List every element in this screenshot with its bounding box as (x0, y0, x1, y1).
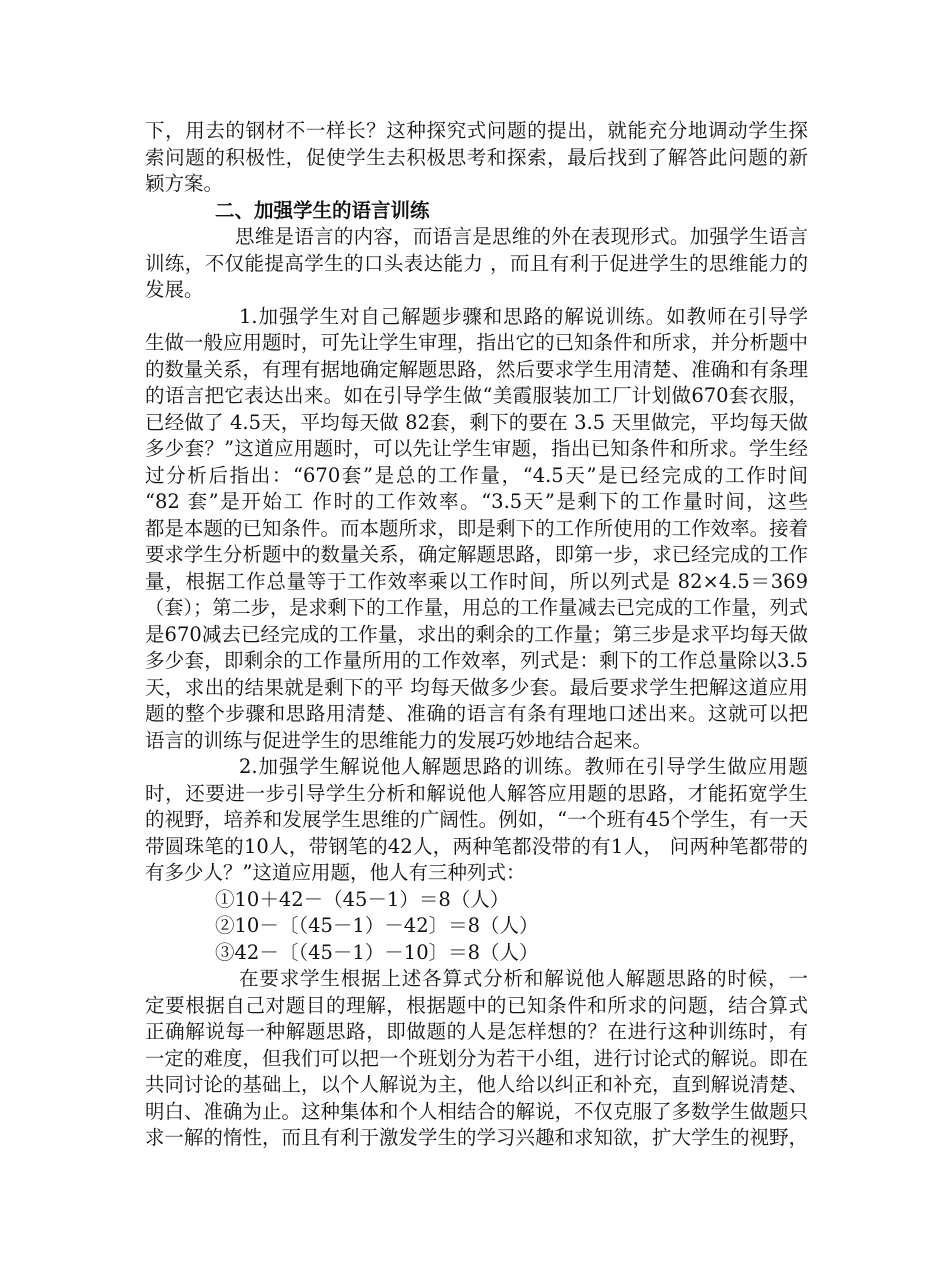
text-line: 1.加强学生对自己解题步骤和思路的解说训练。如教师在引导学 (239, 304, 808, 328)
text-line: 生做一般应用题时，可先让学生审理，指出它的已知条件和所求，并分析题中 (145, 331, 808, 354)
text-line: 题的整个步骤和思路用清楚、准确的语言有条有理地口述出来。这就可以把 (145, 702, 808, 725)
text-line: 在要求学生根据上述各算式分析和解说他人解题思路的时候，一 (239, 967, 808, 990)
text-line: “82 套”是开始工 作时的工作效率。“3.5天”是剩下的工作量时间，这些 (145, 490, 808, 513)
text-line: 定要根据自己对题目的理解，根据题中的已知条件和所求的问题，结合算式 (145, 993, 808, 1017)
text-line: 下，用去的钢材不一样长？这种探究式问题的提出，就能充分地调动学生探 (145, 119, 808, 142)
text-line: 量，根据工作总量等于工作效率乘以工作时间，所以列式是 82×4.5＝369 (145, 569, 808, 593)
text-line: 天，求出的结果就是剩下的平 均每天做多少套。最后要求学生把解这道应用 (145, 675, 808, 699)
text-line: （套）；第二步，是求剩下的工作量，用总的工作量减去已完成的工作量，列式 (145, 596, 808, 619)
text-line: 有多少人？”这道应用题，他人有三种列式： (145, 861, 526, 884)
text-line: 求一解的惰性，而且有利于激发学生的学习兴趣和求知欲，扩大学生的视野， (145, 1126, 808, 1149)
text-line: 共同讨论的基础上，以个人解说为主，他人给以纠正和补充，直到解说清楚、 (145, 1073, 808, 1096)
section-heading: 二、加强学生的语言训练 (215, 198, 430, 222)
text-line: 颖方案。 (145, 172, 224, 195)
document-page (145, 118, 808, 1152)
formula-line: ②10－〔（45－1）－42〕＝8（人） (215, 914, 539, 937)
text-line: 正确解说每一种解题思路，即做题的人是怎样想的？在进行这种训练时，有 (145, 1020, 808, 1043)
text-line: 2.加强学生解说他人解题思路的训练。教师在引导学生做应用题 (239, 755, 808, 778)
text-line: 过分析后指出：“670套”是总的工作量，“4.5天”是已经完成的工作时间 (145, 463, 808, 487)
text-line: 明白、准确为止。这种集体和个人相结合的解说，不仅克服了多数学生做题只 (145, 1099, 808, 1123)
formula-line: ③42－〔（45－1）－10〕＝8（人） (215, 940, 539, 964)
text-line: 索问题的积极性，促使学生去积极思考和探索，最后找到了解答此问题的新 (145, 145, 808, 169)
text-line: 时，还要进一步引导学生分析和解说他人解答应用题的思路，才能拓宽学生 (145, 781, 808, 805)
text-line: 是670减去已经完成的工作量，求出的剩余的工作量；第三步是求平均每天做 (145, 622, 808, 646)
formula-line: ①10＋42－（45－1）＝8（人） (215, 887, 510, 911)
text-line: 已经做了 4.5天，平均每天做 82套，剩下的要在 3.5 天里做完，平均每天做 (145, 410, 808, 434)
text-line: 一定的难度，但我们可以把一个班划分为若干小组，进行讨论式的解说。即在 (145, 1046, 808, 1070)
text-line: 要求学生分析题中的数量关系，确定解题思路，即第一步，求已经完成的工作 (145, 543, 808, 566)
text-line: 训练，不仅能提高学生的口头表达能力 ，而且有利于促进学生的思维能力的 (145, 251, 808, 275)
text-line: 的数量关系，有理有据地确定解题思路，然后要求学生用清楚、准确和有条理 (145, 357, 808, 381)
text-line: 的视野，培养和发展学生思维的广阔性。例如，“一个班有45个学生，有一天 (145, 808, 808, 831)
text-line: 带圆珠笔的10人，带钢笔的42人，两种笔都没带的有1人， 问两种笔都带的 (145, 834, 808, 858)
text-line: 都是本题的已知条件。而本题所求，即是剩下的工作所使用的工作效率。接着 (145, 516, 808, 540)
text-line: 思维是语言的内容，而语言是思维的外在表现形式。加强学生语言 (235, 225, 808, 248)
text-line: 语言的训练与促进学生的思维能力的发展巧妙地结合起来。 (145, 728, 653, 752)
text-line: 多少套？”这道应用题时，可以先让学生审题，指出已知条件和所求。学生经 (145, 437, 808, 460)
text-line: 多少套，即剩余的工作量所用的工作效率，列式是：剩下的工作总量除以3.5 (145, 649, 808, 672)
text-line: 的语言把它表达出来。如在引导学生做“美霞服装加工厂计划做670套衣服， (145, 384, 808, 407)
text-line: 发展。 (145, 278, 204, 301)
